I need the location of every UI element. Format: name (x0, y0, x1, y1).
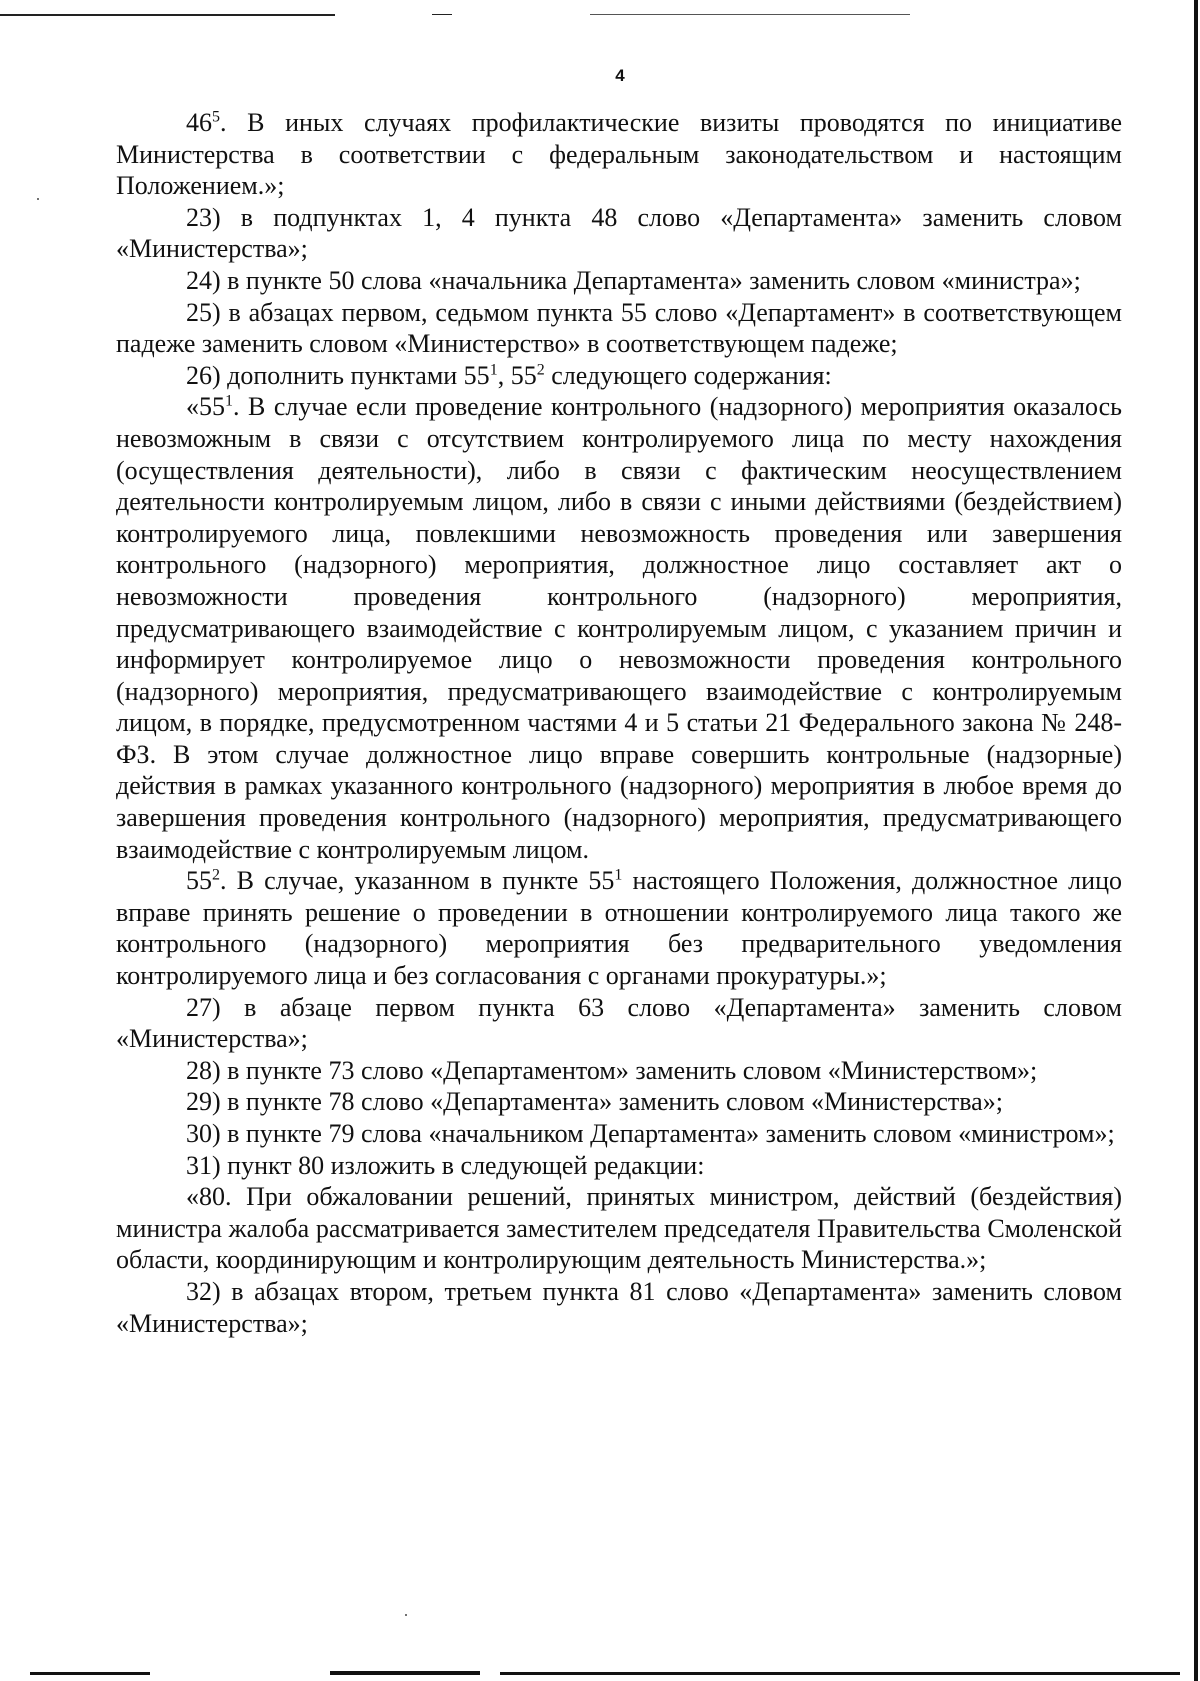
paragraph: 29) в пункте 78 слово «Департамента» заменить словом «Министерства»; (186, 1087, 1003, 1117)
scan-edge-line (330, 1671, 480, 1675)
scan-edge-line (432, 14, 452, 15)
scan-edge-line (590, 14, 910, 15)
paragraph: 28) в пункте 73 слово «Департаментом» заменить словом «Министерством»; (186, 1055, 1038, 1085)
paragraph: 26) дополнить пунктами $55^1$, $55^2$ следующего содержания: (186, 360, 832, 390)
scan-edge-line (1194, 0, 1198, 1681)
paragraph: 31) пункт 80 изложить в следующей редакции: (186, 1150, 705, 1180)
scan-edge-line (0, 14, 335, 16)
paragraph: 25) в абзацах первом, седьмом пункта 55 слово «Департамент» в соответствующем падеже заменить словом «Министерство» в соответствующем падеже; (116, 297, 1122, 359)
scan-speck (405, 1614, 407, 1616)
paragraph: 23) в подпунктах 1, 4 пункта 48 слово «Департамента» заменить словом «Министерства»; (116, 202, 1122, 264)
paragraph: 30) в пункте 79 слова «начальником Департамента» заменить словом «министром»; (186, 1119, 1115, 1148)
scan-edge-line (30, 1672, 150, 1675)
paragraph: $55^2$. В случае, указанном в пункте $55^1$ настоящего Положения, должностное лицо вправе принять решение о проведении в отношении контролируемого лица такого же контрольного (надзорного) мероприятия без предварительного уведомления контролируемого лица и без согласования с органами прокуратуры.»; (116, 866, 1122, 991)
paragraph: 24) в пункте 50 слова «начальника Департамента» заменить словом «министра»; (186, 265, 1081, 295)
paragraph: 32) в абзацах втором, третьем пункта 81 слово «Департамента» заменить словом «Министерства»; (116, 1276, 1122, 1338)
paragraph: $46^5$. В иных случаях профилактические визиты проводятся по инициативе Министерства в соответствии с федеральным законодательством и настоящим Положением.»; (116, 108, 1122, 201)
document-body (116, 107, 1122, 1339)
paragraph: «80. При обжаловании решений, принятых министром, действий (бездействия) министра жалоба рассматривается заместителем председателя Правительства Смоленской области, координирующим и контролирующим деятельность Министерства.»; (116, 1182, 1122, 1275)
scan-edge-line (500, 1672, 1180, 1675)
page-number: 4 (615, 66, 625, 85)
paragraph: «$55^1$. В случае если проведение контрольного (надзорного) мероприятия оказалось невозможным в связи с отсутствием контролируемого лица по месту нахождения (осуществления деятельности), либо в связи с фактическим неосуществлением деятельности контролируемым лицом, либо в связи с иными действиями (бездействием) контролируемого лица, повлекшими невозможность проведения или завершения контрольного (надзорного) мероприятия, должностное лицо составляет акт о невозможности проведения контрольного (надзорного) мероприятия, предусматривающего взаимодействие с контролируемым лицом, с указанием причин и информирует контролируемое лицо о невозможности проведения контрольного (надзорного) мероприятия, предусматривающего взаимодействие с контролируемым лицом, в порядке, предусмотренном частями 4 и 5 статьи 21 Федерального закона № 248-ФЗ. В этом случае должностное лицо вправе совершить контрольные (надзорные) действия в рамках указанного контрольного (надзорного) мероприятия в любое время до завершения проведения контрольного (надзорного) мероприятия, предусматривающего взаимодействие с контролируемым лицом. (116, 392, 1122, 864)
scan-speck (37, 198, 39, 200)
paragraph: 27) в абзаце первом пункта 63 слово «Департамента» заменить словом «Министерства»; (116, 992, 1122, 1054)
